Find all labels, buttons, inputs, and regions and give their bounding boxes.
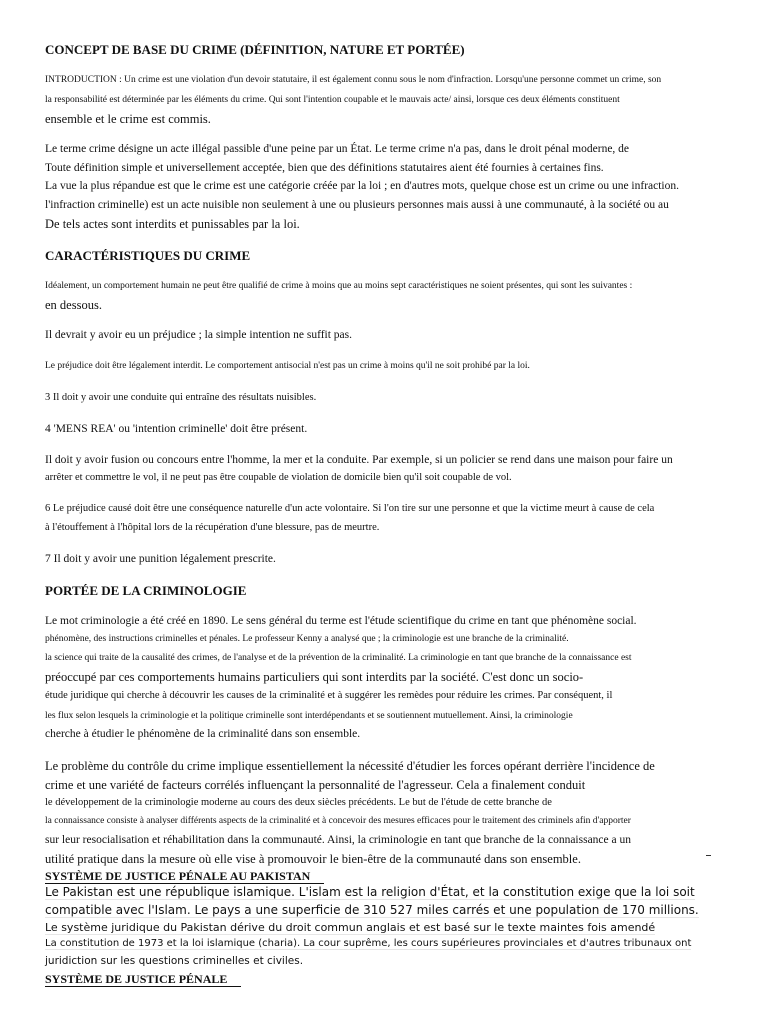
text-line: Le problème du contrôle du crime implique essentiellement la nécessité d'étudier les forces opérant derrière l'incidence de [45, 759, 655, 773]
text-line: La vue la plus répandue est que le crime est une catégorie créée par la loi ; en d'autres mots, quelque chose est un crime ou une infraction. [45, 180, 680, 192]
text-line: 7 Il doit y avoir une punition légalement prescrite. [45, 553, 276, 565]
text-line: la science qui traite de la causalité des crimes, de l'analyse et de la prévention de la criminalité. La criminologie en tant que branche de la connaissance est [45, 653, 632, 663]
text-line: l'infraction criminelle) est un acte nuisible non seulement à une ou plusieurs personnes mais aussi à une communauté, à la société ou au [45, 199, 669, 211]
heading-portee-criminologie: PORTÉE DE LA CRIMINOLOGIE [45, 583, 247, 598]
text-line: arrêter et commettre le vol, il ne peut pas être coupable de violation de domicile bien qu'il soit coupable de vol. [45, 472, 512, 483]
text-line: Il doit y avoir fusion ou concours entre l'homme, la mer et la conduite. Par exemple, si un policier se rend dans une maison pour faire un [45, 454, 673, 466]
heading-concept-de-base: CONCEPT DE BASE DU CRIME (DÉFINITION, NATURE ET PORTÉE) [45, 42, 465, 57]
text-line: INTRODUCTION : Un crime est une violation d'un devoir statutaire, il est également connu sous le nom d'infraction. Lorsqu'une personne commet un crime, son [45, 75, 662, 85]
text-line: Idéalement, un comportement humain ne peut être qualifié de crime à moins que au moins sept caractéristiques ne soient présentes, qui sont les suivantes : [45, 281, 633, 291]
text-line: juridiction sur les questions criminelles et civiles. [45, 955, 304, 967]
text-line: Le terme crime désigne un acte illégal passible d'une peine par un État. Le terme crime n'a pas, dans le droit pénal moderne, de [45, 143, 630, 155]
text-line: De tels actes sont interdits et punissables par la loi. [45, 217, 300, 231]
text-line: la responsabilité est déterminée par les éléments du crime. Qui sont l'intention coupable et le mauvais acte/ ainsi, lorsque ces deux éléments constituent [45, 95, 620, 105]
stray-mark [706, 855, 711, 856]
text-line: Toute définition simple et universellement acceptée, bien que des définitions statutaires aient été fournies à certaines fins. [45, 162, 604, 174]
text-line: Le système juridique du Pakistan dérive du droit commun anglais et est basé sur le texte maintes fois amendé [45, 921, 656, 934]
text-line: sur leur resocialisation et réhabilitation dans la communauté. Ainsi, la criminologie en tant que branche de la connaissance a un [45, 834, 631, 846]
text-line: ensemble et le crime est commis. [45, 112, 211, 126]
text-line: à l'étouffement à l'hôpital lors de la récupération d'une blessure, pas de meurtre. [45, 522, 380, 533]
text-line: 4 'MENS REA' ou 'intention criminelle' doit être présent. [45, 423, 308, 435]
text-line: Il devrait y avoir eu un préjudice ; la simple intention ne suffit pas. [45, 329, 353, 341]
text-line: préoccupé par ces comportements humains particuliers qui sont interdits par la société. C'est donc un socio- [45, 670, 584, 684]
heading-justice-penale-pakistan: SYSTÈME DE JUSTICE PÉNALE AU PAKISTAN [45, 869, 324, 884]
text-line: utilité pratique dans la mesure où elle vise à promouvoir le bien-être de la communauté dans son ensemble. [45, 852, 581, 866]
text-line: cherche à étudier le phénomène de la criminalité dans son ensemble. [45, 728, 361, 740]
text-line: La constitution de 1973 et la loi islamique (charia). La cour suprême, les cours supérieures provinciales et d'autres tribunaux ont [45, 938, 692, 949]
text-line: compatible avec l'Islam. Le pays a une superficie de 310 527 miles carrés et une population de 170 millions. [45, 903, 699, 917]
text-line: étude juridique qui cherche à découvrir les causes de la criminalité et à suggérer les remèdes pour réduire les crimes. Par conséquent, il [45, 690, 613, 701]
text-line: Le Pakistan est une république islamique. L'islam est la religion d'État, et la constitution exige que la loi soit [45, 885, 695, 899]
text-line: le développement de la criminologie moderne au cours des deux siècles précédents. Le but de l'étude de cette branche de [45, 797, 552, 808]
text-line: crime et une variété de facteurs corrélés influençant la personnalité de l'agresseur. Cela a finalement conduit [45, 778, 586, 792]
text-line: phénomène, des instructions criminelles et pénales. Le professeur Kenny a analysé que ; la criminologie est une branche de la criminalité. [45, 634, 569, 644]
heading-caracteristiques: CARACTÉRISTIQUES DU CRIME [45, 248, 251, 263]
text-line: 6 Le préjudice causé doit être une conséquence naturelle d'un acte volontaire. Si l'on tire sur une personne et que la victime meurt à cause de cela [45, 503, 655, 514]
text-line: Le mot criminologie a été créé en 1890. Le sens général du terme est l'étude scientifique du crime en tant que phénomène social. [45, 615, 637, 627]
text-line: en dessous. [45, 298, 102, 312]
text-line: la connaissance consiste à analyser différents aspects de la criminalité et à concevoir des mesures efficaces pour le traitement des criminels afin d'apporter [45, 816, 631, 826]
heading-justice-penale: SYSTÈME DE JUSTICE PÉNALE [45, 972, 241, 987]
text-line: 3 Il doit y avoir une conduite qui entraîne des résultats nuisibles. [45, 392, 317, 403]
text-line: Le préjudice doit être légalement interdit. Le comportement antisocial n'est pas un crime à moins qu'il ne soit prohibé par la loi. [45, 361, 530, 371]
text-line: les flux selon lesquels la criminologie et la politique criminelle sont interdépendants et se soutiennent mutuellement. Ainsi, la criminologie [45, 711, 573, 721]
